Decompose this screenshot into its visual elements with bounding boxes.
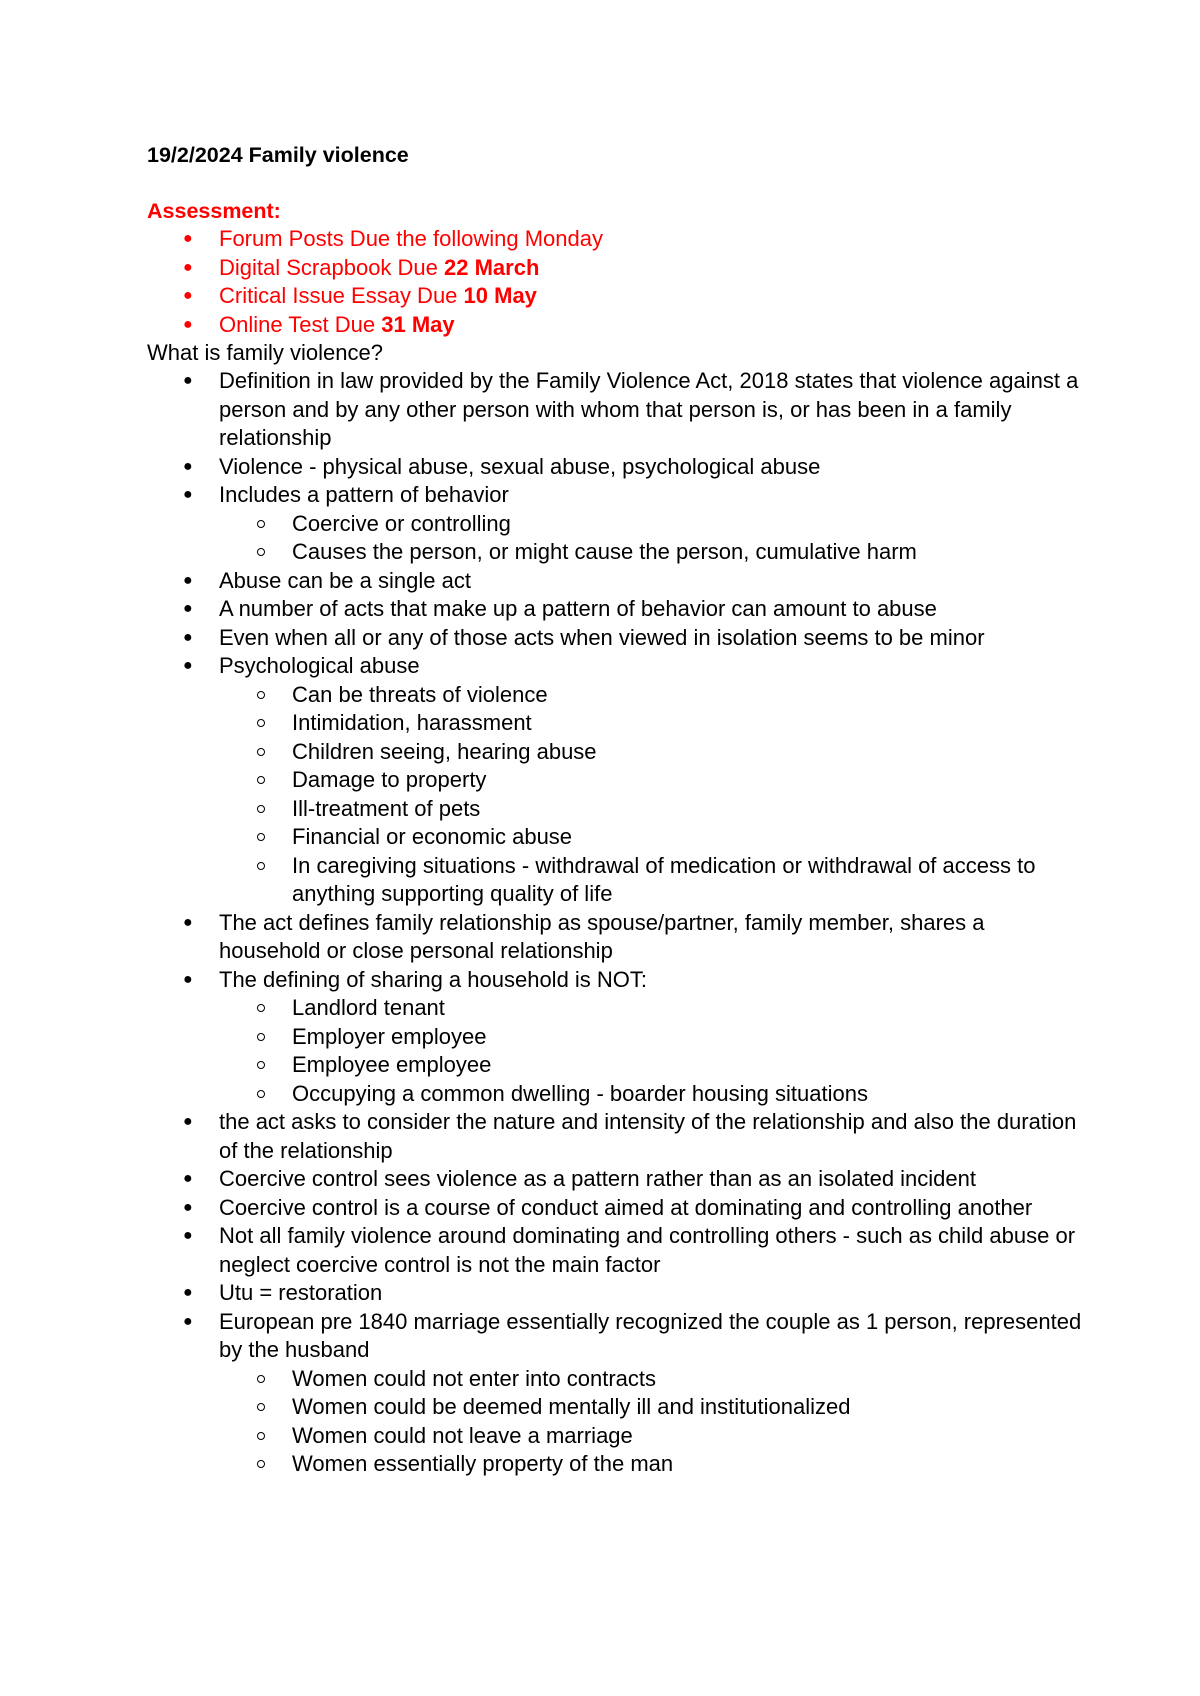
bullet-icon: ● (183, 457, 193, 475)
circle-bullet-icon (257, 1061, 265, 1069)
assessment-item: ● Forum Posts Due the following Monday (147, 225, 1087, 254)
bullet-icon: ● (183, 970, 193, 988)
circle-bullet-icon (257, 719, 265, 727)
list-item (147, 652, 1087, 681)
bullet-icon: ● (183, 287, 193, 304)
circle-bullet-icon (257, 548, 265, 556)
sub-list-item (147, 510, 1087, 539)
bullet-icon: ● (183, 315, 193, 333)
circle-bullet-icon (257, 833, 265, 841)
circle-bullet-icon (257, 1403, 265, 1411)
sub-list-item (147, 709, 1087, 738)
list-item (147, 567, 1087, 596)
note-text: Even when all or any of those acts when viewed in isolation seems to be minor (219, 624, 985, 650)
bullet-icon: ● (183, 230, 193, 247)
note-text: In caregiving situations - withdrawal of medication or withdrawal of access to anything supporting quality of life (292, 852, 1036, 906)
sub-list-item (147, 823, 1087, 852)
note-text: Can be threats of violence (292, 681, 548, 707)
note-text: Children seeing, hearing abuse (292, 738, 597, 764)
bullet-icon: ● (183, 571, 193, 589)
sub-list-item (147, 994, 1087, 1023)
notes-list (147, 367, 1087, 1479)
assessment-item: ● Digital Scrapbook Due 22 March (147, 254, 1087, 283)
sub-list-item (147, 1422, 1087, 1451)
circle-bullet-icon (257, 776, 265, 784)
note-text: Coercive control is a course of conduct aimed at dominating and controlling another (219, 1194, 1033, 1220)
bullet-icon: ● (183, 372, 193, 389)
note-text: Employer employee (292, 1023, 487, 1049)
bullet-icon: ● (183, 628, 193, 646)
note-text: The act defines family relationship as spouse/partner, family member, shares a household or close personal relationship (219, 909, 985, 963)
list-item (147, 966, 1087, 995)
bullet-icon: ● (183, 486, 193, 503)
sub-list-item (147, 852, 1087, 909)
note-text: Landlord tenant (292, 995, 445, 1020)
note-text: the act asks to consider the nature and intensity of the relationship and also the duration of the relationship (219, 1109, 1077, 1163)
list-item (147, 909, 1087, 966)
list-item (147, 1279, 1087, 1308)
circle-bullet-icon (257, 1090, 265, 1098)
note-text: Abuse can be a single act (219, 567, 471, 593)
circle-bullet-icon (257, 1033, 265, 1041)
note-text: A number of acts that make up a pattern of behavior can amount to abuse (219, 596, 937, 621)
circle-bullet-icon (257, 1004, 265, 1012)
list-item (147, 1165, 1087, 1194)
note-text: Intimidation, harassment (292, 710, 532, 735)
sub-list-item (147, 1080, 1087, 1109)
document-page (147, 141, 1087, 1479)
circle-bullet-icon (257, 1375, 265, 1383)
assessment-heading: Assessment: (147, 199, 281, 223)
document-title: 19/2/2024 Family violence (147, 143, 409, 167)
circle-bullet-icon (257, 805, 265, 813)
note-text: Women could be deemed mentally ill and institutionalized (292, 1394, 851, 1419)
bullet-icon: ● (183, 1198, 193, 1216)
bullet-icon: ● (183, 1113, 193, 1130)
list-item (147, 1308, 1087, 1365)
sub-list-item (147, 1365, 1087, 1394)
circle-bullet-icon (257, 1460, 265, 1468)
sub-list-item (147, 738, 1087, 767)
list-item (147, 1108, 1087, 1165)
section-question: What is family violence? (147, 340, 383, 365)
bullet-icon: ● (183, 1170, 193, 1187)
note-text: Utu = restoration (219, 1280, 383, 1305)
note-text: European pre 1840 marriage essentially recognized the couple as 1 person, represented by the husband (219, 1308, 1082, 1362)
list-item (147, 595, 1087, 624)
note-text: Ill-treatment of pets (292, 795, 481, 821)
bullet-icon: ● (183, 1312, 193, 1330)
note-text: Women could not enter into contracts (292, 1365, 657, 1391)
circle-bullet-icon (257, 862, 265, 870)
list-item (147, 453, 1087, 482)
note-text: Financial or economic abuse (292, 824, 573, 849)
note-text: Causes the person, or might cause the person, cumulative harm (292, 539, 917, 564)
note-text: Definition in law provided by the Family Violence Act, 2018 states that violence against a person and by any other person with whom that person is, or has been in a family relationship (219, 368, 1079, 450)
bullet-icon: ● (183, 258, 193, 276)
list-item (147, 367, 1087, 453)
circle-bullet-icon (257, 691, 265, 699)
note-text: Coercive or controlling (292, 510, 511, 536)
list-item (147, 1222, 1087, 1279)
note-text: Violence - physical abuse, sexual abuse, psychological abuse (219, 453, 821, 479)
sub-list-item (147, 795, 1087, 824)
sub-list-item (147, 1393, 1087, 1422)
sub-list-item (147, 538, 1087, 567)
note-text: Women essentially property of the man (292, 1451, 674, 1476)
list-item (147, 481, 1087, 510)
note-text: Includes a pattern of behavior (219, 482, 509, 507)
assessment-item: ● Critical Issue Essay Due 10 May (147, 282, 1087, 311)
assessment-item: ● Online Test Due 31 May (147, 311, 1087, 340)
circle-bullet-icon (257, 520, 265, 528)
bullet-icon: ● (183, 1284, 193, 1301)
circle-bullet-icon (257, 748, 265, 756)
bullet-icon: ● (183, 600, 193, 617)
bullet-icon: ● (183, 913, 193, 931)
bullet-icon: ● (183, 657, 193, 674)
note-text: Damage to property (292, 767, 487, 792)
assessment-list (147, 225, 1087, 339)
note-text: Coercive control sees violence as a pattern rather than as an isolated incident (219, 1166, 976, 1191)
spacer (147, 169, 1087, 197)
note-text: Employee employee (292, 1052, 492, 1077)
note-text: Women could not leave a marriage (292, 1422, 633, 1448)
sub-list-item (147, 1023, 1087, 1052)
circle-bullet-icon (257, 1432, 265, 1440)
sub-list-item (147, 1450, 1087, 1479)
list-item (147, 624, 1087, 653)
note-text: Occupying a common dwelling - boarder housing situations (292, 1080, 868, 1106)
sub-list-item (147, 1051, 1087, 1080)
note-text: The defining of sharing a household is NOT: (219, 966, 648, 992)
bullet-icon: ● (183, 1227, 193, 1244)
sub-list-item (147, 766, 1087, 795)
sub-list-item (147, 681, 1087, 710)
list-item (147, 1194, 1087, 1223)
note-text: Psychological abuse (219, 653, 420, 678)
note-text: Not all family violence around dominating and controlling others - such as child abuse or neglect coercive control is not the main factor (219, 1223, 1076, 1277)
